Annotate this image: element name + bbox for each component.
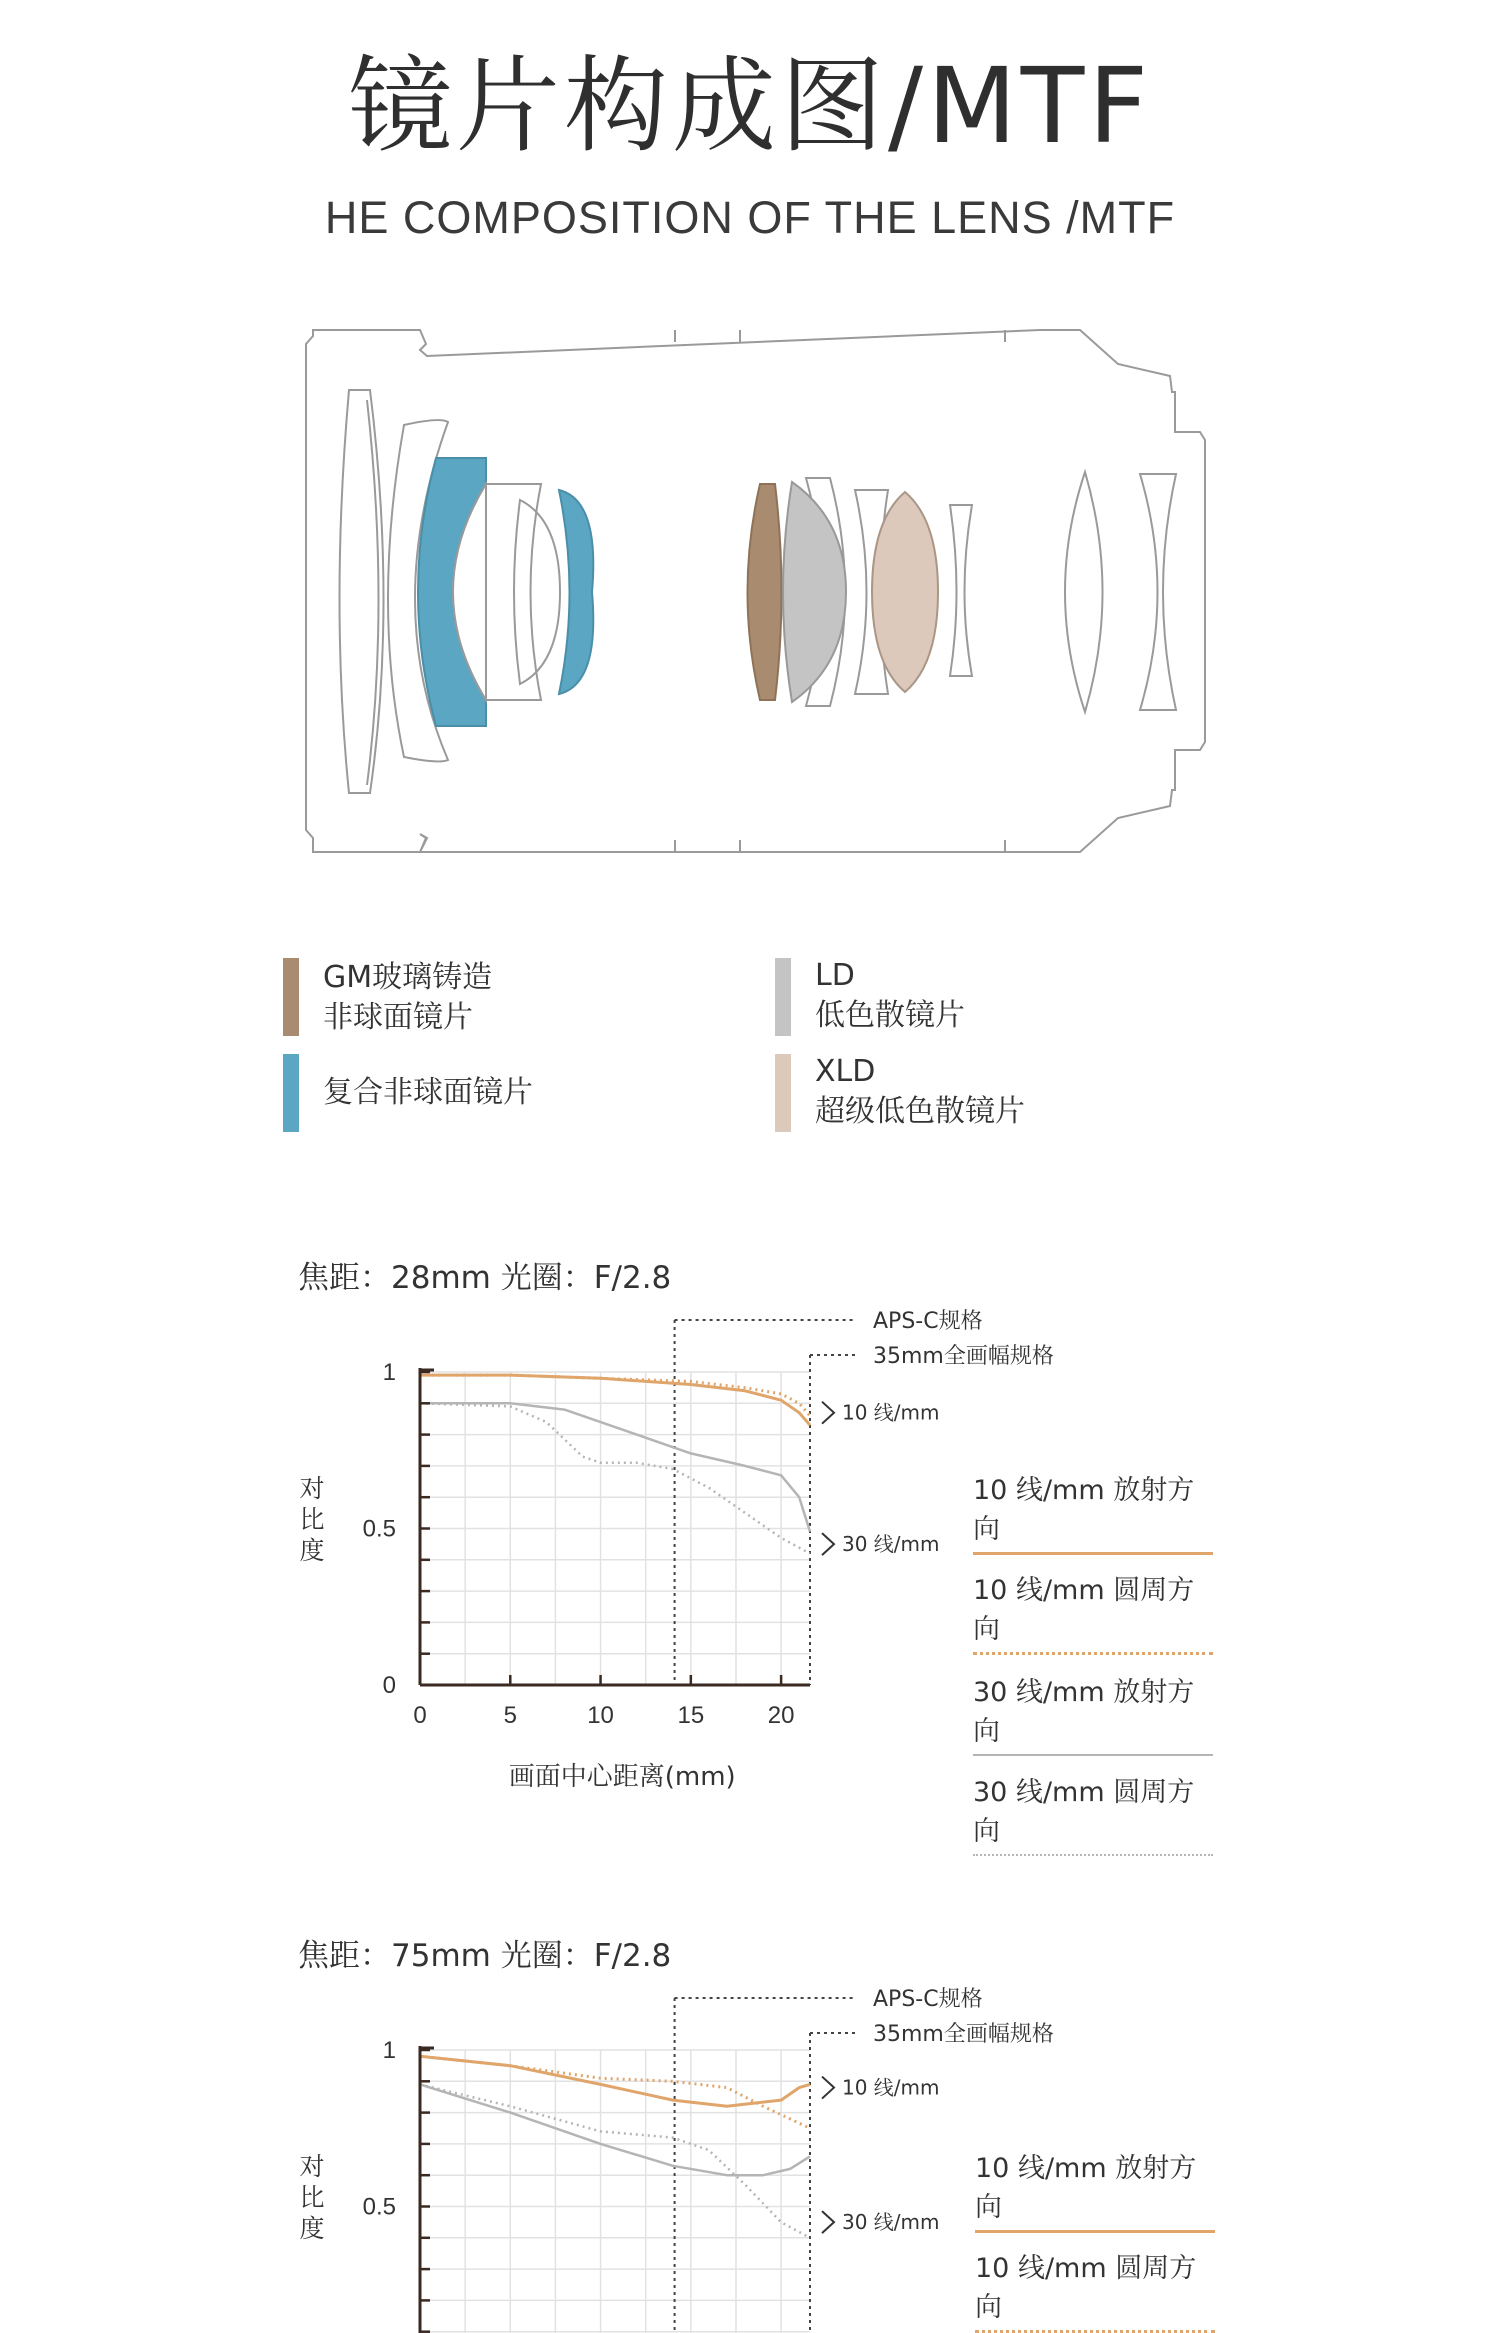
x-tick-label: 15 [677,1702,705,1729]
mtf-chart-2-title: 焦距：75mm 光圈：F/2.8 [298,1938,672,1974]
series-line-3 [420,1403,810,1531]
apsc-label: APS-C规格 [873,1987,983,2012]
y-tick-label: 0.5 [362,1515,396,1543]
callout-10lp-label: 10 线/mm [842,2075,940,2100]
series-line-2 [420,2056,810,2128]
mtf-key-10-radial-2: 10 线/mm 放射方向 [975,2146,1215,2233]
series-line-4 [420,2084,810,2237]
y-axis-label-char: 比 [299,2183,325,2213]
y-axis-label-char: 对 [299,1474,325,1504]
legend-label-hybrid: 复合非球面镜片 [323,1075,533,1110]
mtf-chart-28mm [0,1300,1500,1840]
mtf-chart-75mm [0,1978,1500,2322]
lens-element-hybrid-aspherical-2 [559,490,593,694]
mtf-key-10-tangential: 10 线/mm 圆周方向 [973,1568,1213,1655]
y-tick-label: 0 [382,1672,396,1699]
callout-10lp-arrow [822,1402,834,1424]
ff-label: 35mm全画幅规格 [873,1344,1054,1369]
mtf-key-30-radial: 30 线/mm 放射方向 [973,1670,1213,1756]
chart-grid [420,2050,810,2333]
legend-label-xld: XLD 超级低色散镜片 [815,1054,1025,1129]
mtf-chart-1-title: 焦距：28mm 光圈：F/2.8 [298,1260,672,1296]
mtf-key-10-tangential-2: 10 线/mm 圆周方向 [975,2246,1215,2333]
callout-30lp-arrow [822,2211,834,2233]
mtf-key-10-radial: 10 线/mm 放射方向 [973,1468,1213,1555]
callout-30lp-label: 30 线/mm [842,1532,940,1557]
legend-swatch-xld [775,1054,791,1132]
lens-element-11 [950,505,972,676]
ff-label: 35mm全画幅规格 [873,2022,1054,2047]
y-axis-label-char: 对 [299,2152,325,2182]
callout-10lp-arrow [822,2077,834,2099]
x-tick-label: 20 [767,1702,795,1729]
lens-element-gm-aspherical [748,484,782,700]
lens-element-12 [1065,472,1103,712]
y-axis-label-char: 比 [299,1505,325,1535]
x-tick-label: 0 [413,1702,427,1729]
apsc-label: APS-C规格 [873,1309,983,1334]
x-axis-label: 画面中心距离(mm) [508,1762,736,1792]
legend-swatch-hybrid [283,1054,299,1132]
legend-swatch-ld [775,958,791,1036]
lens-element-4 [481,484,542,700]
callout-10lp-label: 10 线/mm [842,1400,940,1425]
page-subtitle: HE COMPOSITION OF THE LENS /MTF [324,192,1176,243]
callout-30lp-arrow [822,1533,834,1555]
lens-element-ld [783,482,846,702]
legend-label-gm: GM玻璃铸造 非球面镜片 [323,960,493,1035]
lens-construction-diagram [0,0,1500,900]
lens-element-13 [1140,474,1176,710]
y-tick-label: 1 [382,1359,396,1386]
page-title: 镜片构成图/MTF [347,45,1153,167]
y-tick-label: 0.5 [362,2193,396,2221]
series-line-2 [420,1375,810,1416]
callout-30lp-label: 30 线/mm [842,2210,940,2235]
lens-element-xld [872,492,938,692]
lens-element-5 [514,500,560,684]
x-tick-label: 5 [503,1702,517,1729]
mtf-key-30-tangential: 30 线/mm 圆周方向 [973,1770,1213,1856]
lens-element-1 [340,390,384,793]
chart-grid [420,1372,810,1685]
legend-label-ld: LD 低色散镜片 [815,958,965,1033]
legend-swatch-gm [283,958,299,1036]
x-tick-label: 10 [587,1702,614,1729]
series-line-1 [420,1375,810,1425]
y-axis-label-char: 度 [299,1536,325,1566]
y-axis-label-char: 度 [299,2214,325,2244]
y-tick-label: 1 [382,2037,396,2064]
